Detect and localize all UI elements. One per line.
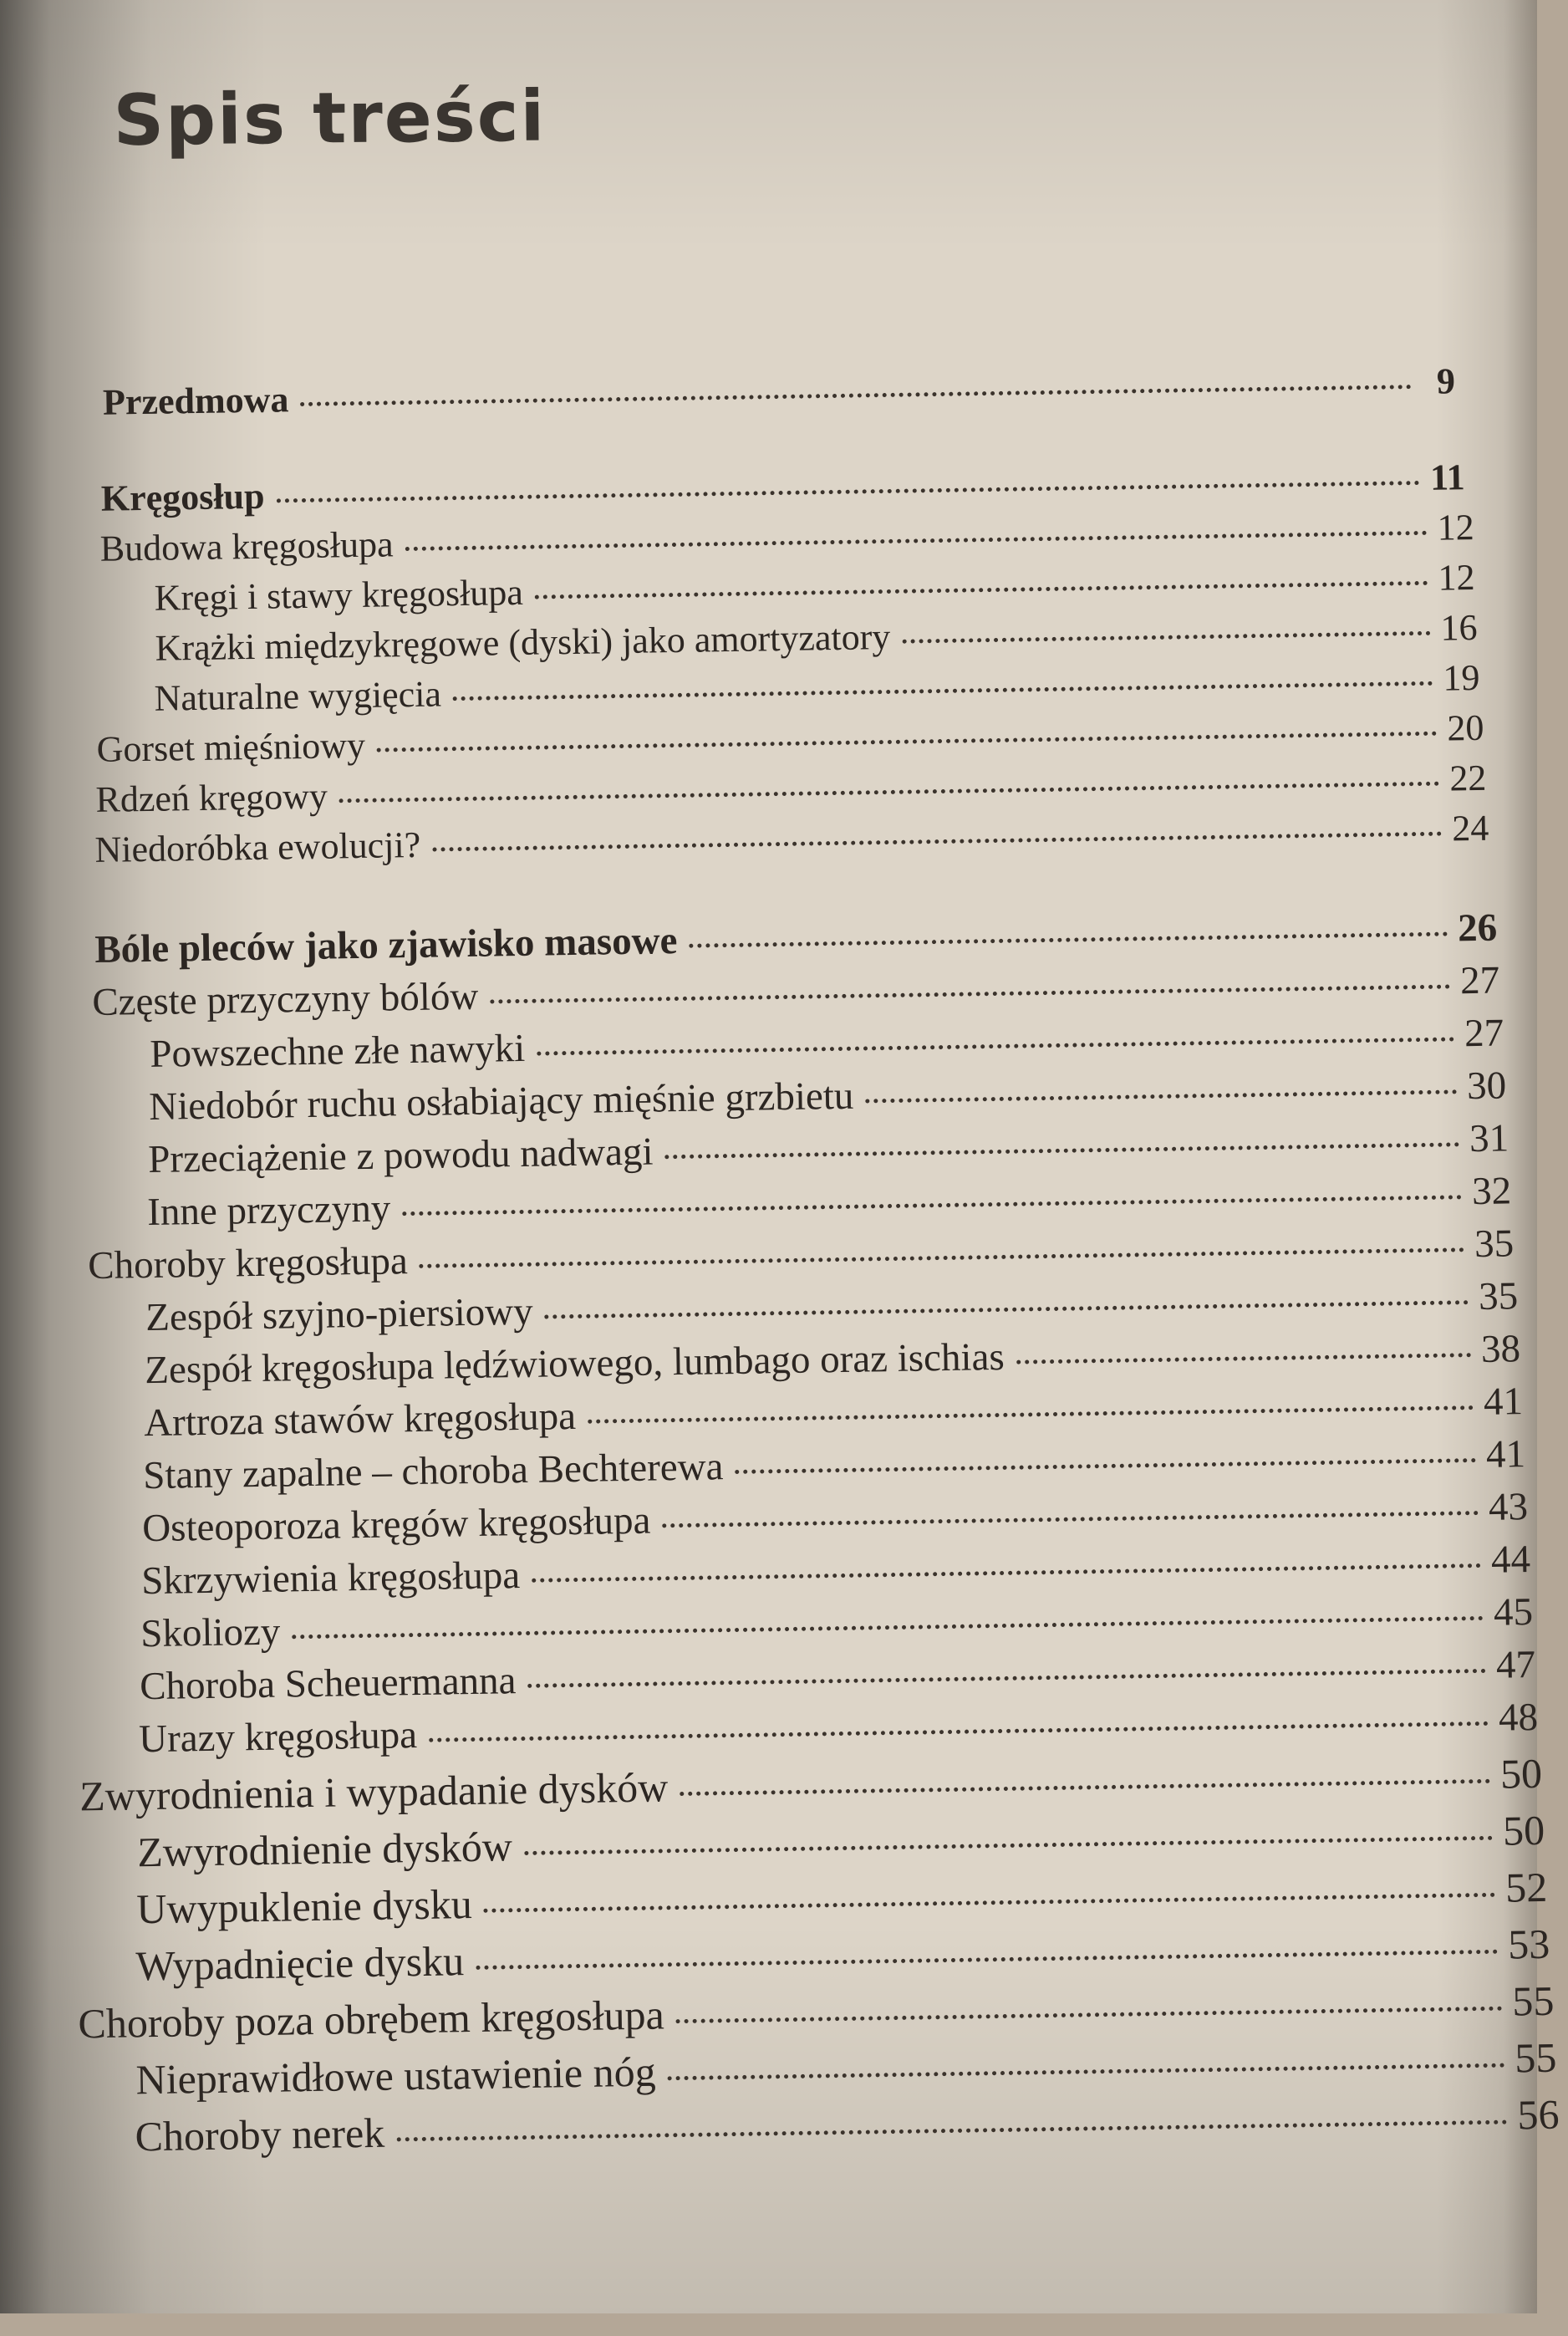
dot-leader: [665, 1142, 1460, 1159]
toc-entry-title: Kręgosłup: [100, 475, 265, 519]
dot-leader: [402, 1195, 1462, 1216]
toc-entry-title: Stany zapalne – choroba Bechterewa: [142, 1445, 724, 1498]
toc-entry-page: 26: [1457, 905, 1498, 951]
dot-leader: [535, 581, 1428, 599]
toc-entry-page: 32: [1471, 1169, 1512, 1214]
dot-leader: [662, 1511, 1479, 1528]
toc-entry-page: 22: [1448, 757, 1487, 799]
toc-entry-page: 53: [1507, 1920, 1550, 1968]
dot-leader: [735, 1458, 1476, 1474]
toc-entry-title: Częste przyczyny bólów: [91, 974, 479, 1025]
toc-entry-title: Inne przyczyny: [146, 1186, 391, 1235]
toc-entry-page: 47: [1495, 1642, 1536, 1687]
toc-entry-title: Zwyrodnienie dysków: [136, 1823, 513, 1876]
toc-entry-page: 12: [1437, 506, 1475, 548]
toc-entry-page: 9: [1436, 360, 1456, 402]
dot-leader: [668, 2063, 1505, 2081]
toc-entry-page: 35: [1478, 1274, 1519, 1318]
toc-entry-page: 20: [1447, 706, 1484, 749]
dot-leader: [377, 732, 1438, 752]
toc-entry-page: 55: [1511, 1976, 1555, 2025]
toc-entry-page: 27: [1459, 958, 1500, 1003]
toc-entry-title: Niedoróbka ewolucji?: [94, 824, 421, 870]
toc-entry-page: 41: [1485, 1432, 1526, 1477]
toc-entry-page: 48: [1498, 1695, 1539, 1740]
page-title: Spis treści: [113, 74, 547, 161]
toc-entry-title: Wypadnięcie dysku: [135, 1937, 465, 1990]
toc-entry-title: Zwyrodnienia i wypadanie dysków: [79, 1763, 669, 1820]
toc-entry-page: 16: [1440, 606, 1478, 649]
toc-entry-title: Uwypuklenie dysku: [135, 1880, 473, 1933]
toc-entry-page: 35: [1474, 1222, 1515, 1267]
toc-entry-page: 50: [1499, 1749, 1543, 1798]
dot-leader: [676, 2007, 1503, 2024]
toc-entry-title: Choroba Scheuermanna: [139, 1659, 517, 1709]
toc-entry-title: Skrzywienia kręgosłupa: [140, 1553, 521, 1604]
toc-entry-page: 52: [1504, 1863, 1548, 1911]
toc-entry-page: 55: [1514, 2033, 1557, 2082]
toc-entry-title: Zespół kręgosłupa lędźwiowego, lumbago oraz ischias: [144, 1334, 1005, 1393]
toc-entry-page: 12: [1438, 556, 1475, 599]
dot-leader: [524, 1836, 1493, 1855]
dot-leader: [1016, 1353, 1472, 1364]
toc-entry-title: Bóle pleców jako zjawisko masowe: [94, 919, 678, 972]
toc-entry-page: 50: [1502, 1806, 1545, 1854]
toc-entry-title: Zespół szyjno-piersiowy: [145, 1289, 534, 1340]
toc-entry-page: 19: [1443, 656, 1480, 699]
toc-entry-title: Choroby kręgosłupa: [87, 1239, 409, 1288]
dot-leader: [276, 481, 1420, 503]
dot-leader: [689, 932, 1448, 948]
toc-entry-title: Powszechne złe nawyki: [149, 1026, 526, 1076]
dot-leader: [490, 984, 1450, 1003]
toc-entry-page: 56: [1517, 2090, 1560, 2139]
dot-leader: [902, 631, 1430, 644]
toc-entry-title: Budowa kręgosłupa: [99, 523, 394, 569]
toc-entry-page: 43: [1488, 1485, 1529, 1529]
dot-leader: [453, 681, 1433, 701]
dot-leader: [680, 1779, 1490, 1796]
toc-entry-title: Urazy kręgosłupa: [138, 1713, 418, 1762]
dot-leader: [429, 1721, 1489, 1742]
dot-leader: [532, 1563, 1481, 1583]
toc-entry-page: 38: [1480, 1327, 1521, 1371]
toc-entry-title: Skoliozy: [140, 1609, 281, 1656]
dot-leader: [420, 1247, 1464, 1268]
toc-entry-title: Gorset mięśniowy: [96, 724, 366, 770]
toc-entry-title: Przedmowa: [102, 379, 289, 423]
toc-entry-page: 27: [1464, 1011, 1504, 1056]
toc-entry-page: 24: [1451, 807, 1489, 849]
toc-entry-page: 11: [1429, 456, 1466, 498]
toc-entry-title: Kręgi i stawy kręgosłupa: [154, 571, 524, 619]
dot-leader: [432, 832, 1442, 852]
dot-leader: [865, 1089, 1457, 1103]
dot-leader: [527, 1669, 1486, 1688]
toc-entry-title: Niedobór ruchu osłabiający mięśnie grzbietu: [148, 1074, 854, 1129]
dot-leader: [292, 1616, 1484, 1639]
dot-leader: [545, 1300, 1469, 1318]
toc-entry-page: 41: [1483, 1380, 1524, 1424]
dot-leader: [588, 1405, 1474, 1424]
toc-entry-title: Naturalne wygięcia: [154, 673, 442, 719]
toc-entry-title: Rdzeń kręgowy: [95, 775, 328, 820]
dot-leader: [476, 1950, 1498, 1970]
dot-leader: [405, 531, 1428, 551]
toc-entry-title: Artroza stawów kręgosłupa: [143, 1394, 577, 1446]
toc-entry-page: 44: [1490, 1538, 1531, 1582]
toc-entry-title: Choroby poza obrębem kręgosłupa: [78, 1991, 665, 2048]
toc-entry-title: Przeciążenie z powodu nadwagi: [147, 1130, 654, 1181]
toc-entry-title: Nieprawidłowe ustawienie nóg: [135, 2048, 656, 2104]
dot-leader: [339, 782, 1440, 803]
toc-entry-page: 30: [1466, 1063, 1507, 1109]
toc-entry-title: Krążki międzykręgowe (dyski) jako amortyzatory: [155, 615, 891, 669]
dot-leader: [537, 1037, 1454, 1055]
dot-leader: [396, 2120, 1507, 2142]
toc-chapter-entry: [103, 360, 1456, 423]
toc-entry-title: Osteoporoza kręgów kręgosłupa: [141, 1498, 651, 1551]
toc-entry-page: 45: [1493, 1590, 1534, 1635]
toc-entry-page: 31: [1469, 1116, 1509, 1161]
dot-leader: [484, 1893, 1496, 1913]
toc-entry-title: Choroby nerek: [135, 2109, 385, 2160]
dot-leader: [300, 385, 1412, 406]
